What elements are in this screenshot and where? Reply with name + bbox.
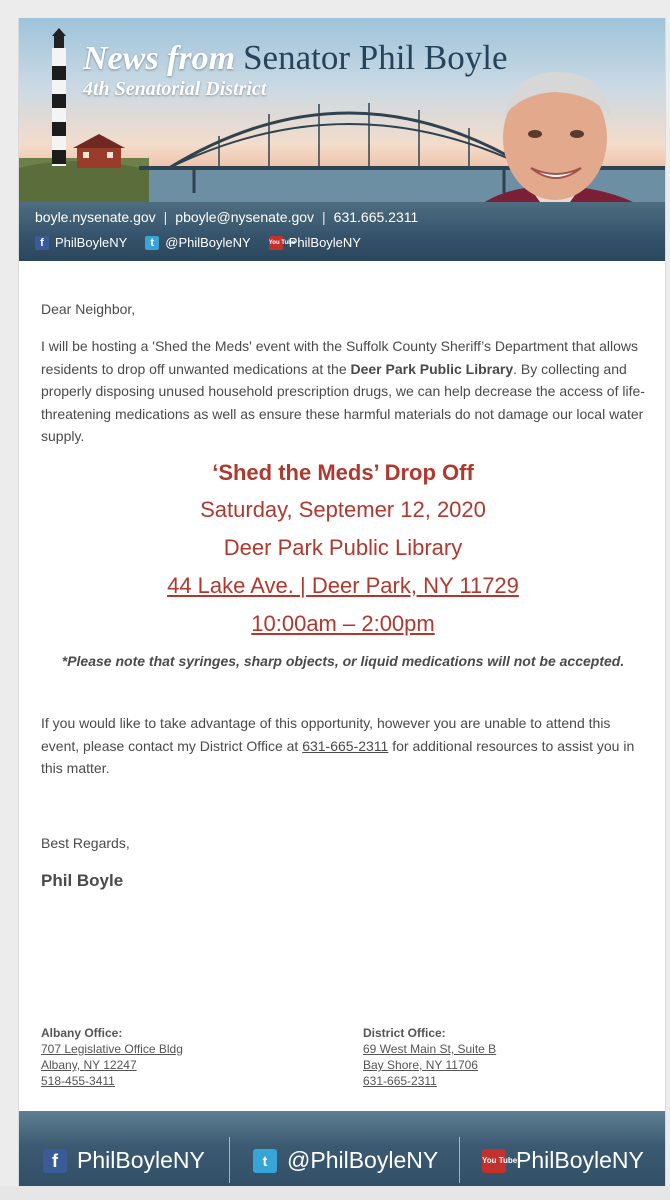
footer-facebook-handle: PhilBoyleNY — [77, 1147, 205, 1173]
youtube-icon: You Tube — [482, 1149, 506, 1173]
albany-office — [41, 1025, 183, 1089]
intro-text-2: . By collecting and properly disposing unused household prescription drugs, we can help decrease the access of life-threatening medications as well as ensure these harmful materials do not damage our local water supply. — [41, 360, 645, 444]
event-time-link[interactable]: 10:00am – 2:00pm — [251, 611, 435, 636]
signature: Phil Boyle — [41, 871, 124, 890]
facebook-icon: f — [43, 1149, 67, 1173]
twitter-handle: @PhilBoyleNY — [165, 235, 251, 250]
twitter-link[interactable] — [145, 235, 250, 250]
youtube-handle: PhilBoyleNY — [288, 235, 361, 250]
library-name-bold: Deer Park Public Library — [350, 360, 514, 377]
greeting: Dear Neighbor, — [41, 301, 136, 317]
house-icon — [73, 134, 125, 168]
header-banner — [19, 18, 665, 261]
albany-address-line1[interactable]: 707 Legislative Office Bldg — [41, 1042, 183, 1056]
footer-twitter-link[interactable] — [253, 1147, 438, 1174]
separator: | — [322, 209, 326, 225]
facebook-handle: PhilBoyleNY — [55, 235, 128, 250]
footer-youtube-handle: PhilBoyleNY — [516, 1147, 644, 1173]
district-office — [363, 1025, 496, 1089]
event-address-link[interactable]: 44 Lake Ave. | Deer Park, NY 11729 — [167, 573, 519, 598]
phone-link[interactable]: 631.665.2311 — [333, 209, 419, 225]
albany-address-line2[interactable]: Albany, NY 12247 — [41, 1058, 137, 1072]
separator: | — [163, 209, 168, 225]
event-address-wrap — [41, 575, 645, 598]
email-link[interactable]: pboyle@nysenate.gov — [175, 209, 315, 225]
contact-text-1: If you would like to take advantage of this opportunity, however you are unable to attend this event, please contact my District Office at — [41, 715, 611, 754]
twitter-icon: t — [253, 1149, 277, 1173]
footer-divider — [229, 1137, 230, 1183]
closing: Best Regards, — [41, 835, 130, 851]
event-title: ‘Shed the Meds’ Drop Off — [212, 460, 474, 485]
contact-text-2: for additional resources to assist you in this matter. — [41, 737, 635, 776]
bottom-strip — [0, 1186, 670, 1200]
district-phone-link[interactable]: 631-665-2311 — [302, 737, 389, 754]
district-label: 4th Senatorial District — [83, 78, 267, 100]
facebook-icon: f — [35, 236, 49, 250]
disclaimer-note: *Please note that syringes, sharp objects, or liquid medications will not be accepted. — [61, 653, 625, 669]
footer-facebook-link[interactable] — [43, 1147, 205, 1174]
facebook-link[interactable] — [35, 235, 127, 250]
event-location: Deer Park Public Library — [223, 535, 463, 560]
district-phone-link-footer[interactable]: 631-665-2311 — [363, 1074, 437, 1088]
albany-office-title: Albany Office: — [41, 1026, 123, 1040]
twitter-icon: t — [145, 236, 159, 250]
email-container — [18, 18, 666, 1200]
contact-info-row — [35, 209, 418, 225]
youtube-link[interactable] — [269, 235, 361, 250]
social-row — [35, 235, 361, 250]
district-address-line1[interactable]: 69 West Main St, Suite B — [363, 1042, 497, 1056]
contact-paragraph — [41, 712, 645, 780]
senator-name: Senator Phil Boyle — [243, 38, 508, 77]
intro-text-1: I will be hosting a 'Shed the Meds' event with the Suffolk County Sheriff’s Department that allows residents to drop off unwanted medications at the — [41, 338, 639, 377]
youtube-icon: You Tube — [269, 236, 283, 250]
albany-phone-link[interactable]: 518-455-3411 — [41, 1074, 115, 1088]
footer-twitter-handle: @PhilBoyleNY — [287, 1147, 439, 1173]
news-from-label: News from — [83, 40, 236, 77]
website-link[interactable]: boyle.nysenate.gov — [35, 209, 156, 225]
event-time-wrap — [41, 613, 645, 636]
intro-paragraph — [41, 335, 645, 448]
footer-divider — [459, 1137, 460, 1183]
event-date: Saturday, Septemer 12, 2020 — [200, 497, 486, 522]
footer-youtube-link[interactable] — [482, 1147, 644, 1174]
lighthouse-icon — [52, 28, 66, 166]
district-address-line2[interactable]: Bay Shore, NY 11706 — [363, 1058, 478, 1072]
district-office-title: District Office: — [363, 1026, 446, 1040]
contact-bar — [19, 202, 665, 261]
